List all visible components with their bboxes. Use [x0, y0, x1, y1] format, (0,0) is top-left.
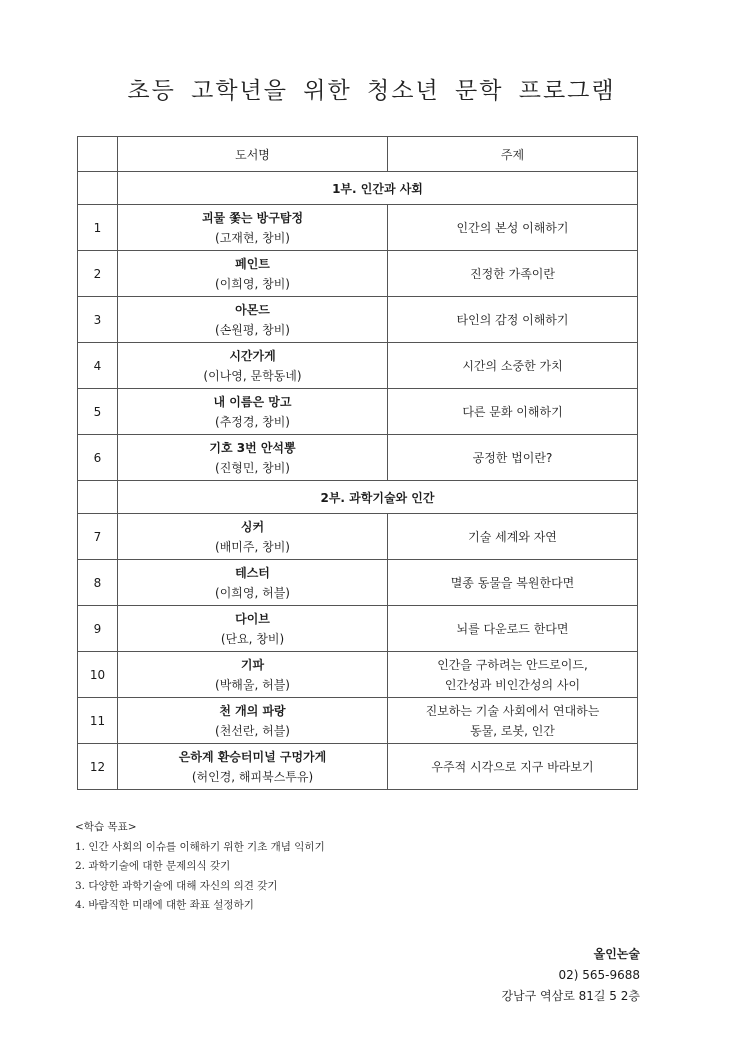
table-header-row: [78, 137, 638, 172]
table-row: [78, 343, 638, 389]
theme-text: 뇌를 다운로드 한다면: [456, 621, 569, 636]
row-number: 1: [78, 205, 118, 251]
theme-cell: [388, 652, 638, 698]
theme-text: 인간을 구하려는 안드로이드,: [437, 657, 588, 672]
book-author-publisher: (단요, 창비): [220, 631, 285, 646]
book-title: 다이브: [235, 611, 270, 626]
goal-item: 1. 인간 사회의 이슈를 이해하기 위한 기초 개념 익히기: [75, 840, 325, 853]
book-author-publisher: (추정경, 창비): [215, 414, 290, 429]
theme-cell: [388, 698, 638, 744]
goal-item: 3. 다양한 과학기술에 대해 자신의 의견 갖기: [75, 879, 278, 892]
row-number: 11: [78, 698, 118, 744]
book-author-publisher: (고재현, 창비): [215, 230, 290, 245]
program-table: [77, 136, 638, 790]
book-cell: [118, 205, 388, 251]
book-cell: [118, 698, 388, 744]
row-number: 9: [78, 606, 118, 652]
header-theme: 주제: [388, 137, 638, 172]
part-number-cell: [78, 481, 118, 514]
book-cell: [118, 251, 388, 297]
book-cell: [118, 560, 388, 606]
book-cell: [118, 652, 388, 698]
header-book: 도서명: [118, 137, 388, 172]
table-row: [78, 652, 638, 698]
theme-text: 진정한 가족이란: [470, 266, 555, 281]
book-title: 은하계 환승터미널 구멍가게: [178, 749, 327, 764]
book-title: 아몬드: [235, 302, 270, 317]
book-title: 시간가게: [229, 348, 276, 363]
part-row: [78, 172, 638, 205]
table-row: [78, 251, 638, 297]
row-number: 2: [78, 251, 118, 297]
theme-cell: [388, 514, 638, 560]
book-author-publisher: (박해울, 허블): [215, 677, 290, 692]
theme-cell: [388, 606, 638, 652]
theme-text: 멸종 동물을 복원한다면: [450, 575, 575, 590]
book-author-publisher: (배미주, 창비): [215, 539, 290, 554]
book-cell: [118, 297, 388, 343]
book-title: 테스터: [235, 565, 270, 580]
book-cell: [118, 343, 388, 389]
row-number: 5: [78, 389, 118, 435]
goals-heading: <학습 목표>: [75, 821, 137, 833]
book-title: 페인트: [235, 256, 270, 271]
book-title: 괴물 쫓는 방구탐정: [201, 210, 304, 225]
table-row: [78, 205, 638, 251]
theme-text: 타인의 감정 이해하기: [456, 312, 569, 327]
book-cell: [118, 389, 388, 435]
book-author-publisher: (이나영, 문학동네): [203, 368, 302, 383]
theme-text: 진보하는 기술 사회에서 연대하는: [425, 703, 600, 718]
table-body: [78, 172, 638, 790]
book-title: 기파: [240, 657, 265, 672]
address: 강남구 역삼로 81길 5 2층: [501, 989, 640, 1003]
table-row: [78, 297, 638, 343]
goal-item: 2. 과학기술에 대한 문제의식 갖기: [75, 860, 231, 872]
part-label: 1부. 인간과 사회: [118, 172, 638, 205]
book-cell: [118, 435, 388, 481]
theme-cell: [388, 297, 638, 343]
row-number: 10: [78, 652, 118, 698]
part-label: 2부. 과학기술와 인간: [118, 481, 638, 514]
phone-number: 02) 565-9688: [558, 968, 640, 982]
theme-text: 시간의 소중한 가치: [462, 358, 563, 373]
part-row: [78, 481, 638, 514]
book-cell: [118, 744, 388, 790]
row-number: 7: [78, 514, 118, 560]
header-number: [78, 137, 118, 172]
book-title: 싱커: [240, 519, 265, 534]
goals-list: [75, 838, 325, 916]
book-cell: [118, 606, 388, 652]
row-number: 8: [78, 560, 118, 606]
theme-text: 공정한 법이란?: [472, 450, 553, 465]
table-row: [78, 389, 638, 435]
book-author-publisher: (허인경, 해피북스투유): [191, 769, 314, 784]
table-row: [78, 560, 638, 606]
table-row: [78, 744, 638, 790]
book-author-publisher: (이희영, 창비): [215, 276, 290, 291]
book-author-publisher: (손원평, 창비): [215, 322, 290, 337]
table-row: [78, 698, 638, 744]
book-cell: [118, 514, 388, 560]
book-author-publisher: (이희영, 허블): [215, 585, 290, 600]
academy-name: 올인논술: [593, 947, 640, 961]
row-number: 12: [78, 744, 118, 790]
book-title: 천 개의 파랑: [219, 703, 286, 718]
row-number: 3: [78, 297, 118, 343]
page-title: 초등 고학년을 위한 청소년 문학 프로그램: [127, 78, 616, 104]
theme-cell: [388, 744, 638, 790]
book-title: 기호 3번 안석뽕: [209, 440, 296, 455]
theme-text: 인간성과 비인간성의 사이: [444, 677, 581, 692]
theme-text: 우주적 시각으로 지구 바라보기: [431, 759, 594, 774]
theme-cell: [388, 205, 638, 251]
theme-text: 다른 문화 이해하기: [462, 404, 563, 419]
theme-cell: [388, 343, 638, 389]
learning-goals: [75, 818, 325, 916]
theme-cell: [388, 435, 638, 481]
theme-cell: [388, 389, 638, 435]
theme-cell: [388, 251, 638, 297]
theme-text: 인간의 본성 이해하기: [456, 220, 569, 235]
contact-info: [501, 944, 640, 1007]
book-author-publisher: (천선란, 허블): [215, 723, 290, 738]
theme-text: 기술 세계와 자연: [468, 529, 557, 544]
table-row: [78, 435, 638, 481]
row-number: 4: [78, 343, 118, 389]
theme-text: 동물, 로봇, 인간: [470, 723, 555, 738]
row-number: 6: [78, 435, 118, 481]
goal-item: 4. 바람직한 미래에 대한 좌표 설정하기: [75, 899, 254, 911]
part-number-cell: [78, 172, 118, 205]
table-row: [78, 606, 638, 652]
book-title: 내 이름은 망고: [213, 394, 292, 409]
book-author-publisher: (진형민, 창비): [215, 460, 290, 475]
table-row: [78, 514, 638, 560]
theme-cell: [388, 560, 638, 606]
